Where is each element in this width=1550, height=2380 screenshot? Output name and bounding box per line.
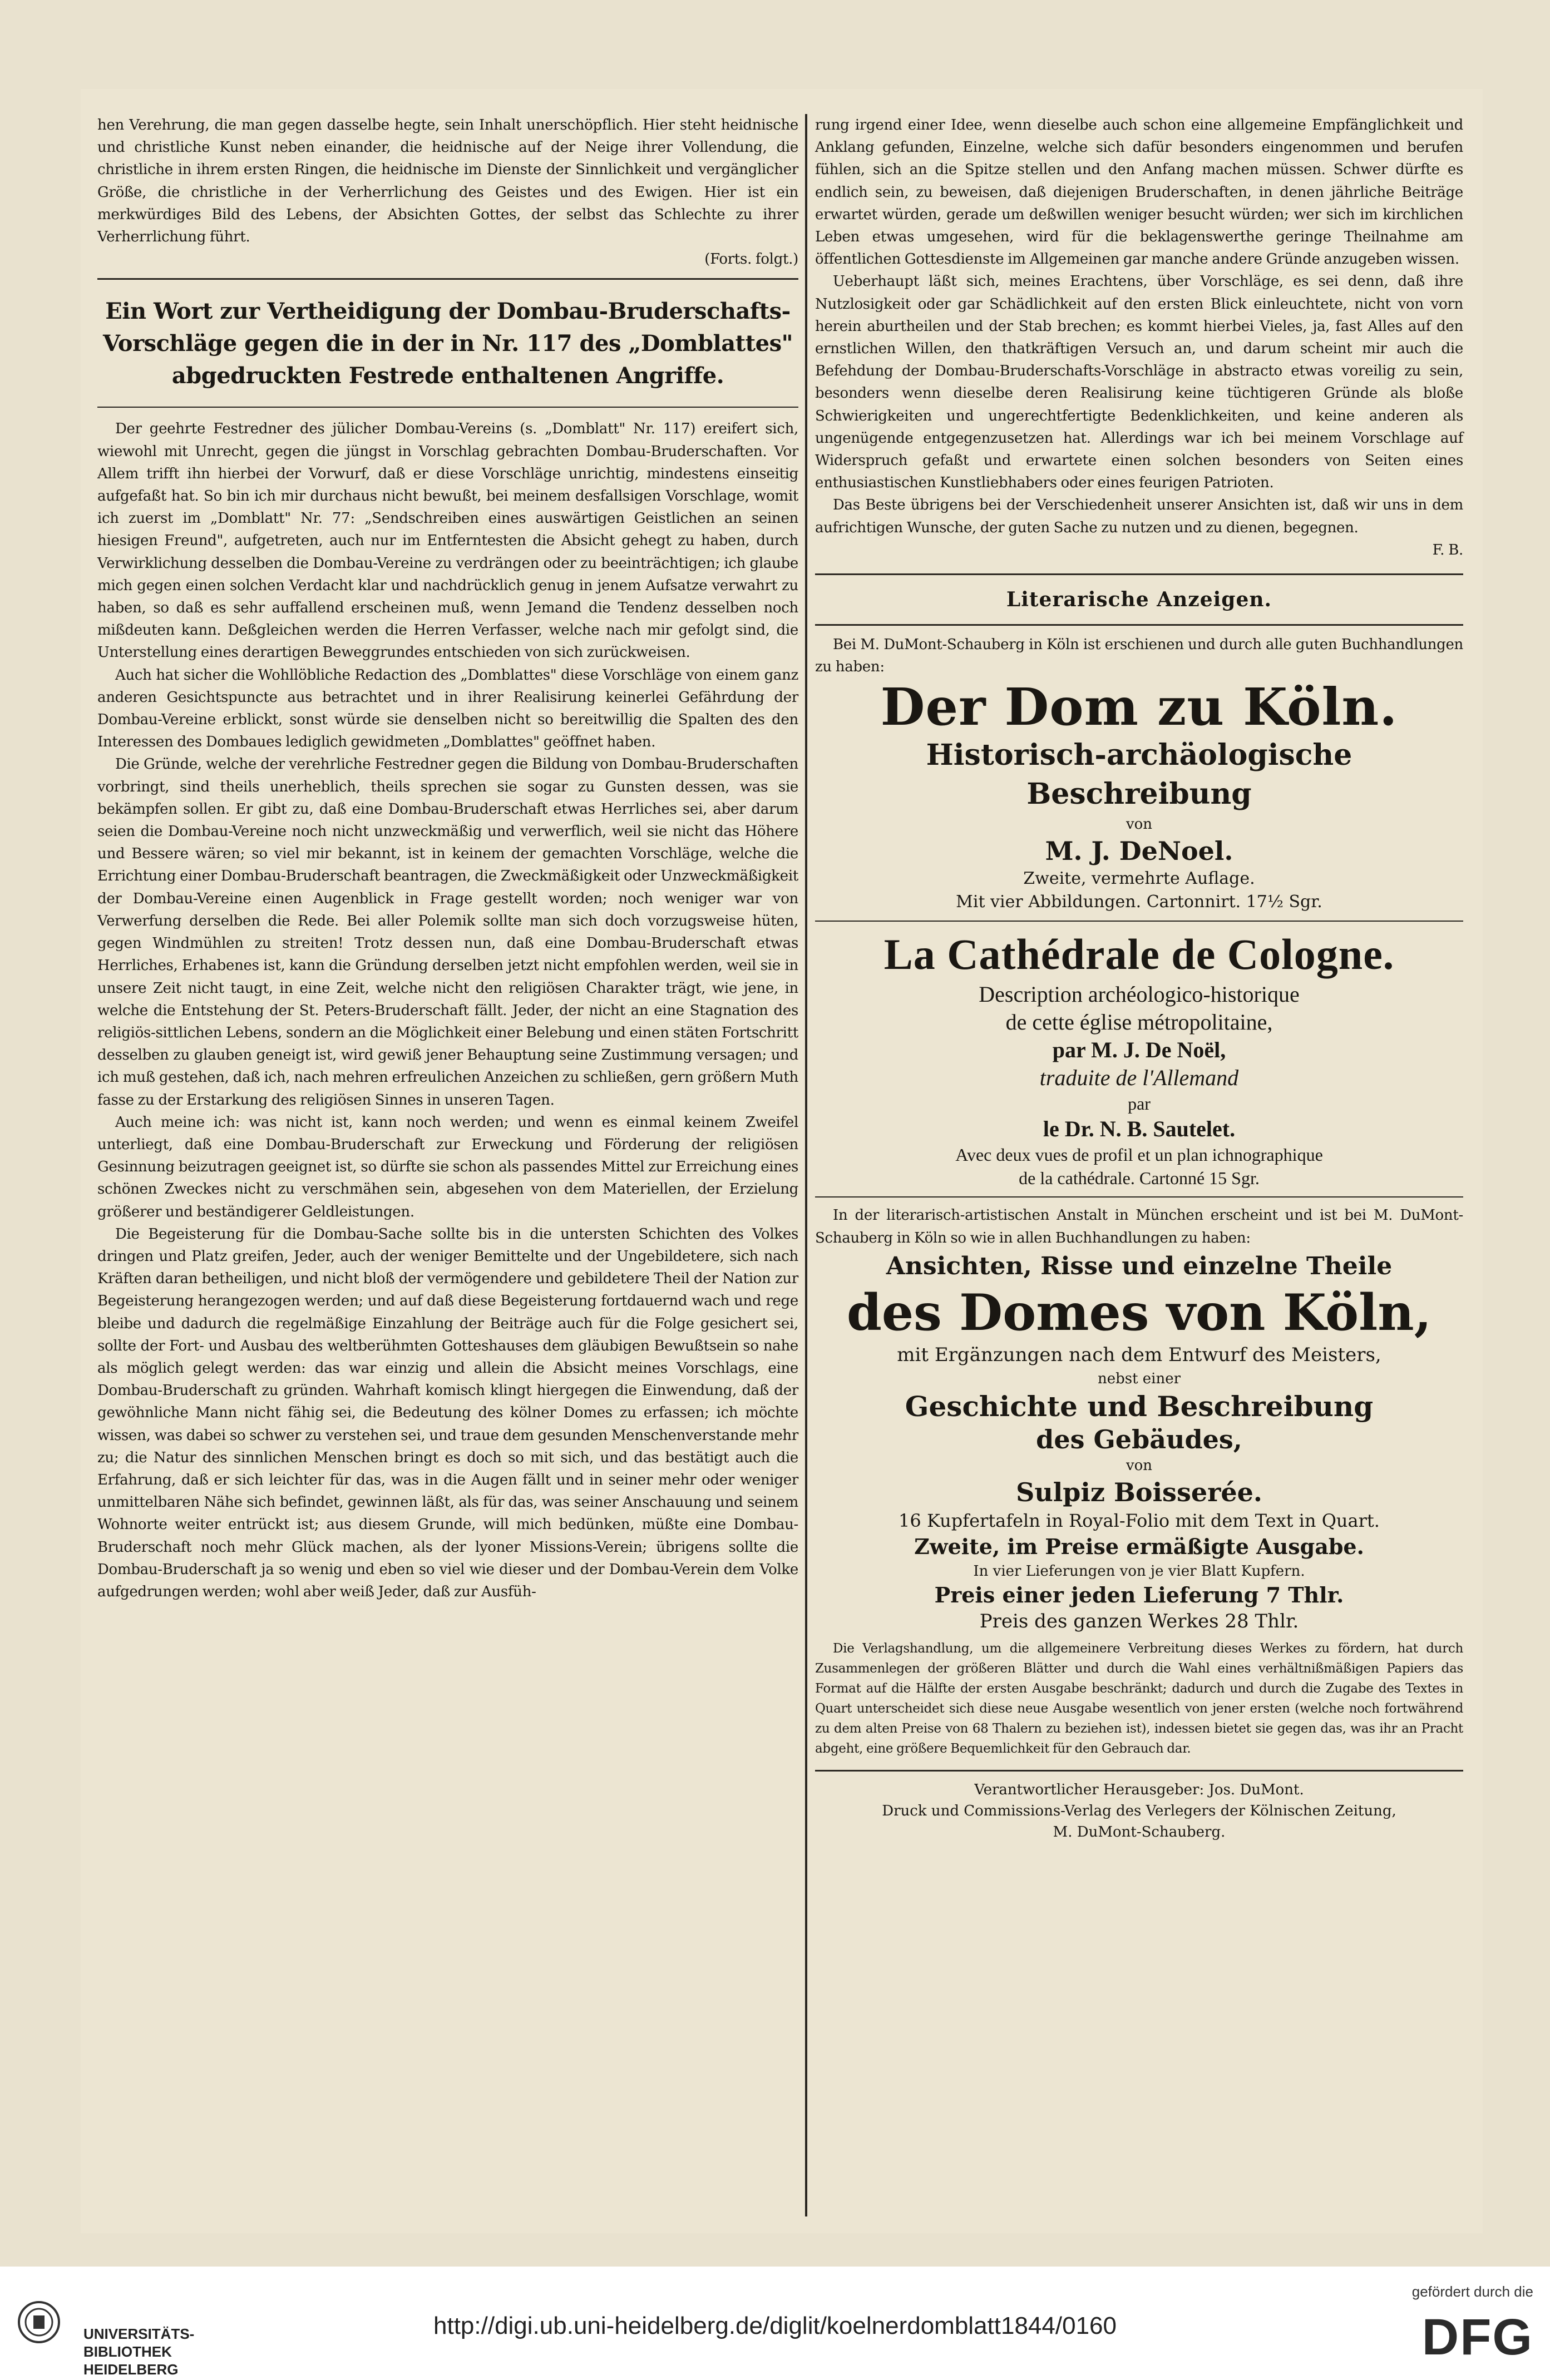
- ad-line: In vier Lieferungen von je vier Blatt Kupfern.: [973, 1562, 1305, 1580]
- library-name-line: UNIVERSITÄTS-: [83, 2325, 195, 2342]
- imprint: [815, 1779, 1463, 1843]
- article-paragraph: Auch meine ich: was nicht ist, kann noch werden; und wenn es einmal keinem Zweifel unterliegt, daß eine Dombau-Bruderschaft zur Erweckung und Förderung der religiösen Gesinnung beizutragen geeignet ist, so dürfte sie schon als passendes Mittel zur Erreichung eines schönen Zweckes nicht zu verschmähen sein, abgesehen von dem Materiellen, der Erzielung größerer und beständigerer Geldleistungen.: [97, 1114, 798, 1220]
- ad-line: de la cathédrale. Cartonné 15 Sgr.: [1019, 1168, 1260, 1189]
- article-paragraph: Das Beste übrigens bei der Verschiedenheit unserer Ansichten ist, daß wir uns in dem aufrichtigen Wunsche, der guten Sache zu nutzen und zu dienen, begegnen.: [815, 497, 1463, 536]
- continuation-note: (Forts. folgt.): [704, 251, 798, 268]
- library-name-line: BIBLIOTHEK: [83, 2343, 172, 2360]
- separator-rule: [815, 624, 1463, 626]
- ad-line: traduite de l'Allemand: [1039, 1065, 1239, 1091]
- column-divider: [805, 114, 807, 2216]
- ad-line: nebst einer: [1097, 1370, 1181, 1387]
- article-paragraph: rung irgend einer Idee, wenn dieselbe auch schon eine allgemeine Empfänglichkeit und Anklang gefunden, Einzelne, welche sich dafür besonders eingenommen und berufen fühlen, sich an die Spitze stellen und den Anfang machen müssen. Schwer dürfte es endlich sein, zu beweisen, daß diejenigen Bruderschaften, in denen jährliche Beiträge erwartet würden, gerade um deßwillen weniger besucht würden; wer sich im kirchlichen Leben etwas umgesehen, wird für die beklagenswerthe geringe Theilnahme am öffentlichen Gottesdienste im Allgemeinen gar manche andere Gründe anzugeben wissen.: [815, 117, 1463, 268]
- ad-edition: Zweite, vermehrte Auflage.: [1023, 869, 1255, 889]
- article-title: Ein Wort zur Vertheidigung der Dombau-Bruderschafts-Vorschläge gegen die in der in Nr. 117 des „Domblattes" abgedruckten Festrede enthaltenen Angriffe.: [103, 298, 793, 389]
- ad-line: Description archéologico-historique: [979, 982, 1300, 1007]
- imprint-line: Druck und Commissions-Verlag des Verlegers der Kölnischen Zeitung,: [882, 1802, 1396, 1819]
- funding-note: gefördert durch die: [1411, 2283, 1533, 2300]
- article-paragraph: Auch hat sicher die Wohllöbliche Redaction des „Domblattes" diese Vorschläge von einem ganz anderen Gesichtspuncte aus betrachtet und in ihrer Realisirung keinerlei Gefährdung der Dombau-Vereine erblickt, sonst würde sie denselben nicht so bereitwillig die Spalten des den Interessen des Dombaues lediglich gewidmeten „Domblattes" geöffnet haben.: [97, 666, 798, 751]
- ad-line: mit Ergänzungen nach dem Entwurf des Meisters,: [897, 1343, 1381, 1366]
- right-column: [815, 114, 1463, 1843]
- ad-line: Preis einer jeden Lieferung 7 Thlr.: [934, 1582, 1344, 1607]
- ad-title: Der Dom zu Köln.: [880, 677, 1398, 738]
- article-continuation: hen Verehrung, die man gegen dasselbe hegte, sein Inhalt unerschöpflich. Hier steht heidnische und christliche Kunst neben einander, die heidnische auf der Neige ihrer Vollendung, die christliche in ihrem ersten Ringen, die heidnische im Dienste der Sinnlichkeit und vergänglicher Größe, die christliche in der Verherrlichung des Geistes und des Ewigen. Hier ist ein merkwürdiges Bild des Lebens, der Absichten Gottes, der selbst das Schlechte zu ihrer Verherrlichung führt.: [97, 117, 798, 246]
- ad-body: Die Verlagshandlung, um die allgemeinere Verbreitung dieses Werkes zu fördern, hat durch Zusammenlegen der größeren Blätter und durch die Wahl eines verhältnißmäßigen Papiers das Format auf die Hälfte der ersten Ausgabe beschränkt; dadurch und durch die Zugabe des Textes in Quart unterscheidet sich diese neue Ausgabe wesentlich von jener ersten (welche noch fortwährend zu dem alten Preise von 68 Thalern zu beziehen ist), indessen bietet sie gegen das, was ihr an Pracht abgeht, eine größere Bequemlichkeit für den Gebrauch dar.: [815, 1641, 1463, 1756]
- ad-title: des Domes von Köln,: [846, 1283, 1432, 1342]
- article-paragraph: Ueberhaupt läßt sich, meines Erachtens, über Vorschläge, es sei denn, daß ihre Nutzlosigkeit oder gar Schädlichkeit auf den ersten Blick einleuchtete, nicht von vorn herein aburtheilen und der Stab brechen; es kommt hierbei Vieles, ja, fast Alles auf den ernstlichen Willen, den thatkräftigen Versuch an, und darum scheint mir auch die Befehdung der Dombau-Bruderschafts-Vorschläge in abstracto etwas voreilig zu sein, besonders wenn dieselbe deren Realisirung keine tüchtigeren Gründe als bloße Schwierigkeiten und ungerechtfertigte Bedenklichkeiten, und keine anderen als ungenügende entgegenzusetzen hat. Allerdings war ich bei meinem Vorschlage auf Widerspruch gefaßt und erwartete einen solchen besonders von Seiten eines enthusiastischen Kunstliebhabers oder eines feurigen Patrioten.: [815, 273, 1463, 492]
- dfg-logo[interactable]: DFG: [1421, 2309, 1533, 2366]
- author-signature: F. B.: [1432, 541, 1463, 558]
- ad-line: Zweite, im Preise ermäßigte Ausgabe.: [914, 1533, 1364, 1559]
- separator-rule: [815, 573, 1463, 575]
- viewer-footer: [0, 2267, 1550, 2380]
- permalink-url[interactable]: http://digi.ub.uni-heidelberg.de/diglit/koelnerdomblatt1844/0160: [433, 2312, 1117, 2339]
- ad-line: par M. J. De Noël,: [1052, 1037, 1226, 1063]
- library-name-line: HEIDELBERG: [83, 2361, 179, 2378]
- separator-rule: [815, 1196, 1463, 1198]
- ad-intro: In der literarisch-artistischen Anstalt in München erscheint und ist bei M. DuMont-Schauberg in Köln so wie in allen Buchhandlungen zu haben:: [815, 1207, 1463, 1246]
- separator-rule: [97, 278, 798, 280]
- ad-intro: Bei M. DuMont-Schauberg in Köln ist erschienen und durch alle guten Buchhandlungen zu haben:: [815, 636, 1463, 676]
- ad-line: von: [1126, 1457, 1153, 1474]
- ad-line: de cette église métropolitaine,: [1005, 1010, 1273, 1035]
- ad-line: des Gebäudes,: [1036, 1424, 1242, 1454]
- article-paragraph: Die Begeisterung für die Dombau-Sache sollte bis in die untersten Schichten des Volkes dringen und Platz greifen, Jeder, auch der weniger Bemittelte und der Ungebildetere, sich nach Kräften daran betheiligen, und nicht bloß der vermögendere und gebildetere Theil der Nation zur Begeisterung herangezogen werden; und auf daß diese Begeisterung fortdauernd wach und rege bleibe und dadurch die regelmäßige Einzahlung der Beiträge auch für die Folge gesichert sei, sollte der Fort- und Ausbau des weltberühmten Gotteshauses dem gläubigen Bewußtsein so nahe als möglich gelegt werden: das war einzig und allein die Absicht meines Vorschlags, eine Dombau-Bruderschaft zu gründen. Wahrhaft komisch klingt hiergegen die Einwendung, daß der gewöhnliche Mann nicht fähig sei, die Bedeutung des kölner Domes zu erfassen; ich möchte wissen, was dabei so schwer zu verstehen sei, und traue dem gesunden Menschenverstande mehr zu; die Natur des sinnlichen Menschen bringt es doch so mit sich, und das bestätigt auch die Erfahrung, daß er sich leichter für das, was in die Augen fällt und in seiner mehr oder weniger unmittelbaren Nähe sich befindet, gewinnen läßt, als für das, was seiner Anschauung und seinem Wohnorte weiter entrückt ist; aus diesem Grunde, will mich bedünken, müßte eine Dombau-Bruderschaft noch mehr Glück machen, als der lyoner Missions-Verein; übrigens sollte die Dombau-Bruderschaft ja so wenig und eben so viel wie dieser und der Dombau-Verein dem Volke aufgedrungen werden; wohl aber weiß Jeder, daß zur Ausfüh-: [97, 1225, 798, 1600]
- advertisement-ansichten: [815, 1204, 1463, 1758]
- imprint-line: Verantwortlicher Herausgeber: Jos. DuMont.: [974, 1781, 1304, 1798]
- ad-line: le Dr. N. B. Sautelet.: [1043, 1116, 1236, 1142]
- ad-line: Ansichten, Risse und einzelne Theile: [886, 1251, 1393, 1280]
- advertisement-dom-zu-koeln: [815, 634, 1463, 914]
- article-paragraph: Die Gründe, welche der verehrliche Festredner gegen die Bildung von Dombau-Bruderschaften vorbringt, sind theils unerheblich, theils sprechen sie sogar zu Gunsten dessen, was sie bekämpfen sollen. Er gibt zu, daß eine Dombau-Bruderschaft etwas Herrliches sei, aber darum seien die Dombau-Vereine noch nicht unzweckmäßig und verwerflich, weil sie nicht das Höhere und Bessere wären; so viel mir bekannt, ist in keinem der gemachten Vorschläge, welche die Errichtung einer Dombau-Bruderschaft beantragen, die Zweckmäßigkeit oder Unzweckmäßigkeit der Dombau-Vereine einen Augenblick in Frage gestellt worden; noch weniger war von Verwerfung derselben die Rede. Bei aller Polemik sollte man sich doch vorzugsweise hüten, gegen Windmühlen zu streiten! Trotz dessen nun, daß eine Dombau-Bruderschaft etwas Herrliches, Erhabenes ist, kann die Gründung derselben jetzt nicht empfohlen werden, weil sie in unsere Zeit nicht taugt, in eine Zeit, welche nicht den religiösen Charakter trägt, wie jene, in welche die Entstehung der St. Peters-Bruderschaft fällt. Jeder, der nicht an eine Stagnation des religiös-sittlichen Lebens, sondern an die Möglichkeit einer Belebung und einen stäten Fortschritt desselben zu glauben geneigt ist, wird gewiß jener Behauptung seine Zustimmung versagen; und ich muß gestehen, daß ich, nach mehren erfreulichen Anzeichen zu schließen, gern größern Muth fasse zu der Erstarkung des religiösen Sinnes in unseren Tagen.: [97, 756, 798, 1109]
- ad-price: Mit vier Abbildungen. Cartonnirt. 17½ Sgr.: [956, 892, 1322, 912]
- ad-line: Geschichte und Beschreibung: [905, 1389, 1374, 1423]
- ad-line: Preis des ganzen Werkes 28 Thlr.: [979, 1610, 1299, 1632]
- ad-line: Avec deux vues de profil et un plan ichnographique: [955, 1145, 1323, 1165]
- ad-title: La Cathédrale de Cologne.: [883, 930, 1395, 979]
- ad-author: M. J. DeNoel.: [1045, 836, 1233, 867]
- separator-rule: [815, 1770, 1463, 1772]
- ad-line: par: [1128, 1093, 1151, 1114]
- imprint-line: M. DuMont-Schauberg.: [1053, 1823, 1226, 1840]
- ad-von: von: [1126, 816, 1153, 833]
- left-column: [97, 114, 798, 1603]
- ads-heading: Literarische Anzeigen.: [1006, 588, 1272, 612]
- article-paragraph: Der geehrte Festredner des jülicher Dombau-Vereins (s. „Domblatt" Nr. 117) ereifert sich, wiewohl mit Unrecht, gegen die jüngst in Vorschlag gebrachten Dombau-Bruderschaften. Vor Allem trifft ihn hierbei der Vorwurf, daß er diese Vorschläge unrichtig, mindestens einseitig aufgefaßt hat. So bin ich mir durchaus nicht bewußt, bei meinem desfallsigen Vorschlage, womit ich zuerst im „Domblatt" Nr. 77: „Sendschreiben eines auswärtigen Geistlichen an seinen hiesigen Freund", aufgetreten, auch nur im Entferntesten die Absicht gehegt zu haben, durch Verwirklichung desselben die Dombau-Vereine zu verdrängen oder zu beeinträchtigen; ich glaube mich gegen einen solchen Verdacht klar und nachdrücklich genug in jenem Aufsatze verwahrt zu haben, so daß es sehr auffallend erscheinen muß, wenn Jemand die Tendenz desselben noch mißdeuten kann. Deßgleichen werden die Herren Verfasser, welche nach mir gefolgt sind, die Unterstellung eines derartigen Beweggrundes entschieden von sich zurückweisen.: [97, 420, 798, 661]
- advertisement-cathedrale: [815, 928, 1463, 1190]
- separator-rule: [815, 921, 1463, 922]
- ad-author: Sulpiz Boisserée.: [1016, 1477, 1262, 1507]
- title-rule: [97, 407, 798, 408]
- ad-line: 16 Kupfertafeln in Royal-Folio mit dem Text in Quart.: [899, 1510, 1380, 1531]
- ad-subtitle: Historisch-archäologische Beschreibung: [926, 738, 1352, 812]
